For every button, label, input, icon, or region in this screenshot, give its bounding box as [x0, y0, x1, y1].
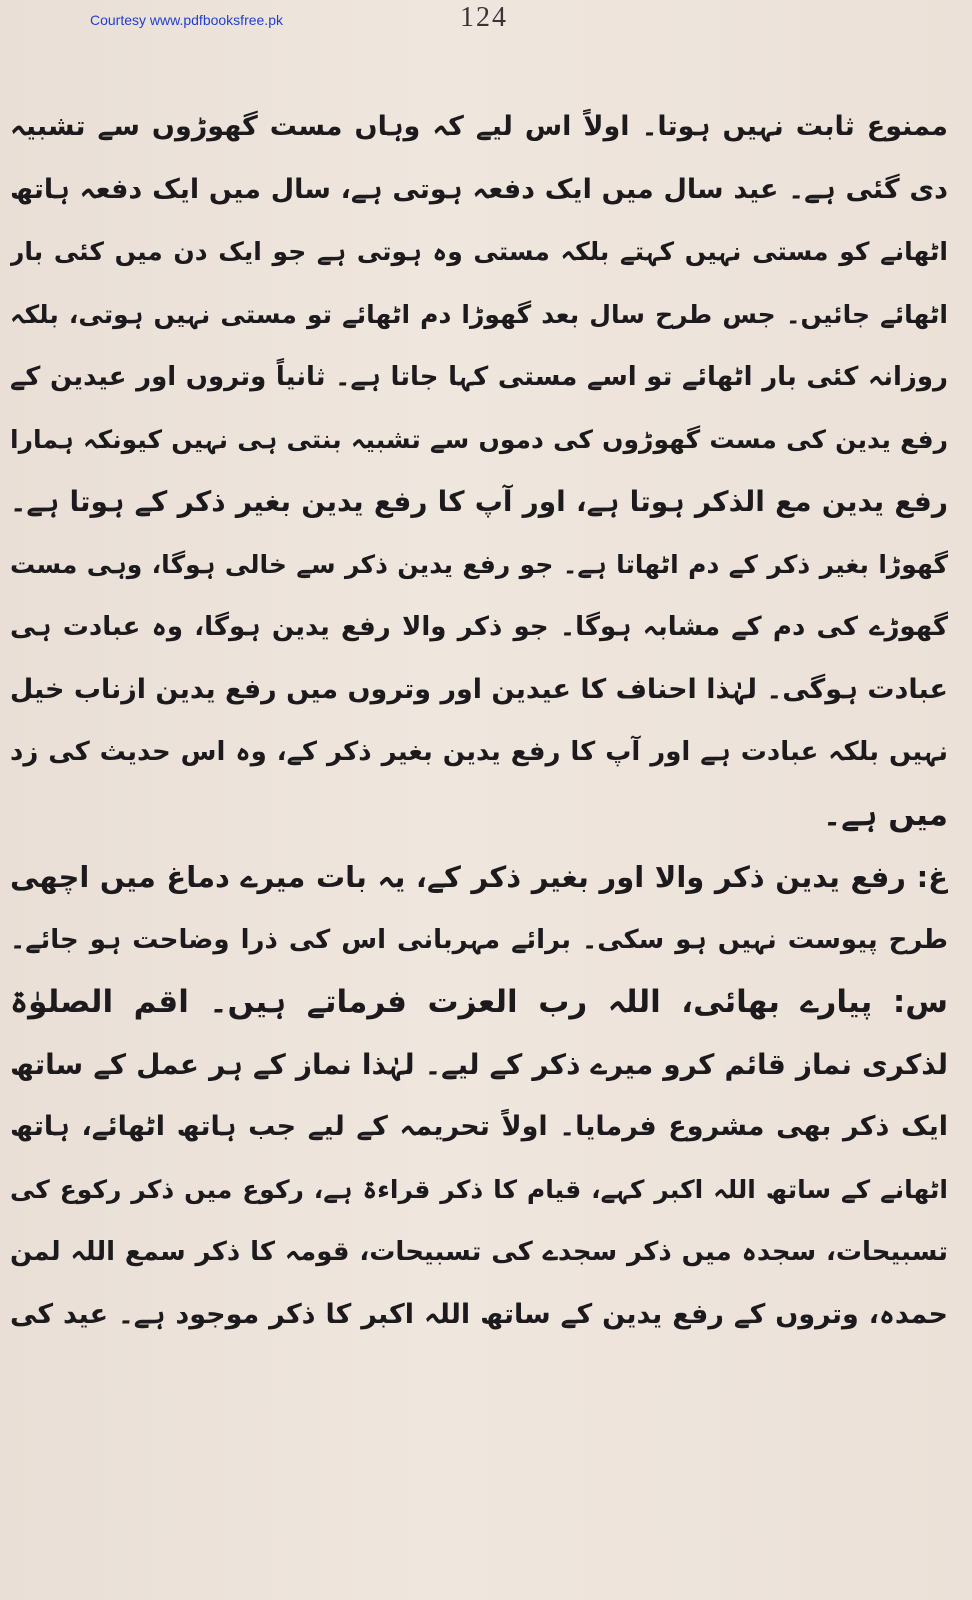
- text-line: اٹھانے کے ساتھ اللہ اکبر کہے، قیام کا ذکر قراءۃ ہے، رکوع میں ذکر رکوع کی: [10, 1174, 948, 1204]
- text-line: گھوڑے کی دم کے مشابہ ہوگا۔ جو ذکر والا رفع یدین ہوگا، وہ عبادت ہی: [10, 612, 948, 642]
- text-line: رفع یدین مع الذکر ہوتا ہے، اور آپ کا رفع یدین بغیر ذکر کے ہوتا ہے۔: [10, 485, 948, 518]
- text-line: عبادت ہوگی۔ لہٰذا احناف کا عیدین اور وتروں میں رفع یدین ازناب خیل: [10, 673, 948, 705]
- text-line: نہیں بلکہ عبادت ہے اور آپ کا رفع یدین بغیر ذکر کے، وہ اس حدیث کی زد: [10, 737, 948, 767]
- text-line: گھوڑا بغیر ذکر کے دم اٹھاتا ہے۔ جو رفع یدین ذکر سے خالی ہوگا، وہی مست: [10, 549, 948, 579]
- text-line: ایک ذکر بھی مشروع فرمایا۔ اولاً تحریمہ کے لیے جب ہاتھ اٹھائے، ہاتھ: [10, 1111, 948, 1142]
- text-line: دی گئی ہے۔ عید سال میں ایک دفعہ ہوتی ہے، سال میں ایک دفعہ ہاتھ: [10, 173, 948, 205]
- text-line: میں ہے۔: [822, 796, 948, 833]
- answer-line: س: پیارے بھائی، اللہ رب العزت فرماتے ہیں۔ اقم الصلوٰۃ: [10, 984, 948, 1020]
- text-line: رفع یدین کی مست گھوڑوں کی دموں سے تشبیہ بنتی ہی نہیں کیونکہ ہمارا: [10, 424, 948, 454]
- text-line: اٹھانے کو مستی نہیں کہتے بلکہ مستی وہ ہوتی ہے جو ایک دن میں کئی بار: [10, 237, 948, 266]
- question-line: غ: رفع یدین ذکر والا اور بغیر ذکر کے، یہ بات میرے دماغ میں اچھی: [10, 860, 948, 894]
- page-number: 124: [460, 2, 508, 33]
- text-line: لذکری نماز قائم کرو میرے ذکر کے لیے۔ لہٰذا نماز کے ہر عمل کے ساتھ: [10, 1047, 948, 1081]
- urdu-body-text: [10, 96, 948, 1346]
- text-line: طرح پیوست نہیں ہو سکی۔ برائے مہربانی اس کی ذرا وضاحت ہو جائے۔: [10, 924, 948, 955]
- text-line: روزانہ کئی بار اٹھائے تو اسے مستی کہا جاتا ہے۔ ثانیاً وتروں اور عیدین کے: [10, 362, 948, 392]
- text-line: حمدہ، وتروں کے رفع یدین کے ساتھ اللہ اکبر کا ذکر موجود ہے۔ عید کی: [10, 1298, 948, 1330]
- text-line: ممنوع ثابت نہیں ہوتا۔ اولاً اس لیے کہ وہاں مست گھوڑوں سے تشبیہ: [10, 111, 948, 142]
- text-line: تسبیحات، سجدہ میں ذکر سجدے کی تسبیحات، قومہ کا ذکر سمع اللہ لمن: [10, 1237, 948, 1267]
- courtesy-watermark: Courtesy www.pdfbooksfree.pk: [90, 12, 283, 28]
- text-line: اٹھائے جائیں۔ جس طرح سال بعد گھوڑا دم اٹھائے تو مستی نہیں ہوتی، بلکہ: [10, 299, 948, 329]
